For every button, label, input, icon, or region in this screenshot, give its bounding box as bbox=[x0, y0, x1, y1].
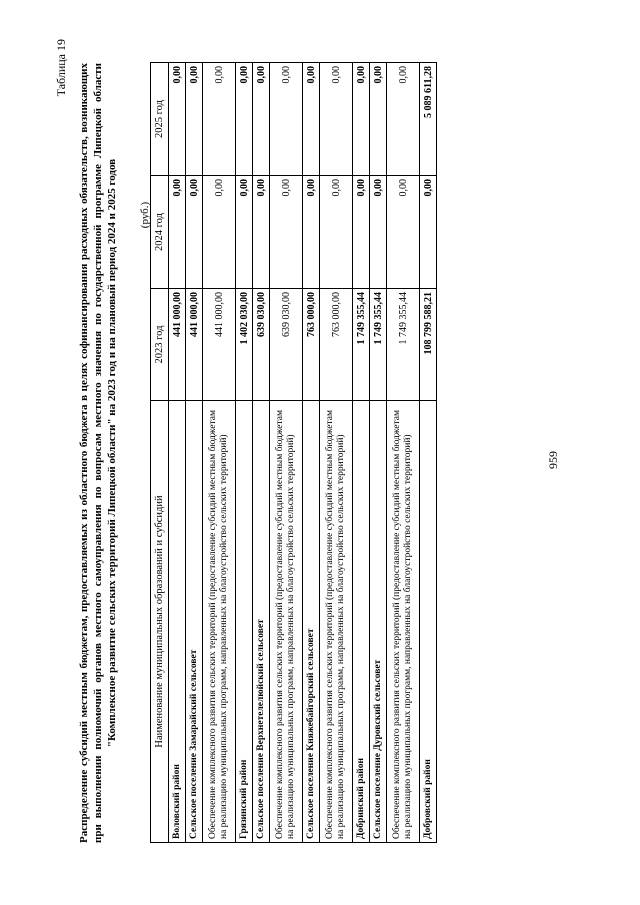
row-name-cell: Обеспечение комплексного развития сельских территорий (предоставление субсидий местным бюджетам на реализацию муниципальных программ, направленных на благоустройство сельских территорий) bbox=[203, 401, 236, 843]
row-2025-cell: 0,00 bbox=[186, 63, 203, 176]
row-2025-cell: 0,00 bbox=[387, 63, 420, 176]
subsidy-table bbox=[150, 62, 437, 843]
row-2025-cell: 5 089 611,28 bbox=[420, 63, 437, 176]
row-2023-cell: 639 030,00 bbox=[270, 289, 303, 401]
row-2024-cell: 0,00 bbox=[236, 176, 253, 289]
row-2025-cell: 0,00 bbox=[253, 63, 270, 176]
row-2023-cell: 441 000,00 bbox=[186, 289, 203, 401]
row-2024-cell: 0,00 bbox=[253, 176, 270, 289]
row-2025-cell: 0,00 bbox=[353, 63, 370, 176]
row-2024-cell: 0,00 bbox=[203, 176, 236, 289]
header-2025: 2025 год bbox=[151, 63, 169, 176]
header-name: Наименование муниципальных образований и субсидий bbox=[151, 401, 169, 843]
row-name-cell: Добринский район bbox=[353, 401, 370, 843]
row-2024-cell: 0,00 bbox=[370, 176, 387, 289]
row-name-cell: Обеспечение комплексного развития сельских территорий (предоставление субсидий местным бюджетам на реализацию муниципальных программ, направленных на благоустройство сельских территорий) bbox=[320, 401, 353, 843]
table-header-row bbox=[151, 63, 169, 843]
page-number: 959 bbox=[546, 451, 560, 469]
table-row bbox=[370, 63, 387, 843]
row-2023-cell: 108 799 588,21 bbox=[420, 289, 437, 401]
row-name-cell: Сельское поселение Дуровский сельсовет bbox=[370, 401, 387, 843]
row-2025-cell: 0,00 bbox=[270, 63, 303, 176]
row-name-cell: Обеспечение комплексного развития сельских территорий (предоставление субсидий местным бюджетам на реализацию муниципальных программ, направленных на благоустройство сельских территорий) bbox=[270, 401, 303, 843]
row-2025-cell: 0,00 bbox=[169, 63, 186, 176]
row-2023-cell: 1 749 355,44 bbox=[353, 289, 370, 401]
row-2024-cell: 0,00 bbox=[169, 176, 186, 289]
row-name-cell: Грязинский район bbox=[236, 401, 253, 843]
header-2024: 2024 год bbox=[151, 176, 169, 289]
header-2023: 2023 год bbox=[151, 289, 169, 401]
row-2025-cell: 0,00 bbox=[303, 63, 320, 176]
row-2025-cell: 0,00 bbox=[236, 63, 253, 176]
row-name-cell: Добровский район bbox=[420, 401, 437, 843]
row-2024-cell: 0,00 bbox=[320, 176, 353, 289]
table-row bbox=[236, 63, 253, 843]
row-name-cell: Сельское поселение Замарайский сельсовет bbox=[186, 401, 203, 843]
table-row bbox=[353, 63, 370, 843]
row-2024-cell: 0,00 bbox=[303, 176, 320, 289]
row-2024-cell: 0,00 bbox=[270, 176, 303, 289]
row-2023-cell: 763 000,00 bbox=[303, 289, 320, 401]
table-row bbox=[186, 63, 203, 843]
table-row bbox=[203, 63, 236, 843]
row-name-cell: Сельское поселение Княжебайгорский сельсовет bbox=[303, 401, 320, 843]
row-2024-cell: 0,00 bbox=[420, 176, 437, 289]
row-2025-cell: 0,00 bbox=[203, 63, 236, 176]
document-title: Распределение субсидий местным бюджетам, предоставляемых из областного бюджета в целях софинансирования расходных обязательств, возникающих при выполнении полномочий органов местного самоуправления по вопросам местного значения по государственной программе Липецкой области "Комплексное развитие сельских территорий Липецкой области" на 2023 год и на плановый период 2024 и 2025 годов bbox=[78, 63, 118, 843]
row-2023-cell: 441 000,00 bbox=[203, 289, 236, 401]
table-row bbox=[420, 63, 437, 843]
row-name-cell: Сельское поселение Верхнетелелюйский сельсовет bbox=[253, 401, 270, 843]
units-label: (руб.) bbox=[139, 201, 151, 229]
row-2023-cell: 1 402 030,00 bbox=[236, 289, 253, 401]
row-name-cell: Обеспечение комплексного развития сельских территорий (предоставление субсидий местным бюджетам на реализацию муниципальных программ, направленных на благоустройство сельских территорий) bbox=[387, 401, 420, 843]
table-row bbox=[169, 63, 186, 843]
row-2024-cell: 0,00 bbox=[387, 176, 420, 289]
row-2023-cell: 763 000,00 bbox=[320, 289, 353, 401]
table-number: Таблица 19 bbox=[54, 39, 68, 97]
table-row bbox=[270, 63, 303, 843]
row-2023-cell: 1 749 355,44 bbox=[387, 289, 420, 401]
row-2024-cell: 0,00 bbox=[353, 176, 370, 289]
row-2023-cell: 441 000,00 bbox=[169, 289, 186, 401]
row-2025-cell: 0,00 bbox=[370, 63, 387, 176]
table-row bbox=[387, 63, 420, 843]
row-2024-cell: 0,00 bbox=[186, 176, 203, 289]
row-2023-cell: 639 030,00 bbox=[253, 289, 270, 401]
table-row bbox=[253, 63, 270, 843]
row-2023-cell: 1 749 355,44 bbox=[370, 289, 387, 401]
row-2025-cell: 0,00 bbox=[320, 63, 353, 176]
table-row bbox=[303, 63, 320, 843]
table-row bbox=[320, 63, 353, 843]
table-body bbox=[169, 63, 437, 843]
row-name-cell: Воловский район bbox=[169, 401, 186, 843]
